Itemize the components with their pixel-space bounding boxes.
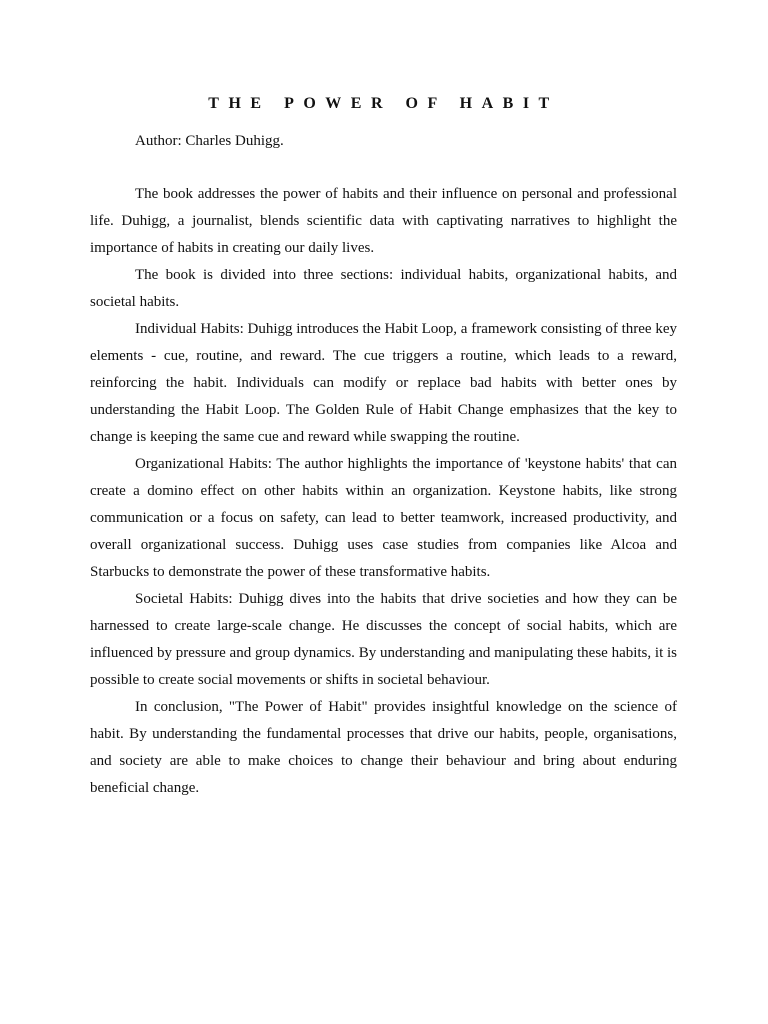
document-page (90, 0, 677, 1024)
document-title: THE POWER OF HABIT (208, 95, 559, 112)
paragraph-societal-habits: Societal Habits: Duhigg dives into the habits that drive societies and how they can be harnessed to create large-scale change. He discusses the concept of social habits, which are influenced by pressure and group dynamics. By understanding and manipulating these habits, it is possible to create social movements or shifts in societal behaviour. (90, 591, 677, 688)
document-body (90, 181, 677, 802)
paragraph-sections: The book is divided into three sections: individual habits, organizational habits, and societal habits. (90, 267, 677, 310)
paragraph-conclusion: In conclusion, "The Power of Habit" provides insightful knowledge on the science of habit. By understanding the fundamental processes that drive our habits, people, organisations, and society are able to make choices to change their behaviour and bring about enduring beneficial change. (90, 699, 677, 796)
paragraph-individual-habits: Individual Habits: Duhigg introduces the Habit Loop, a framework consisting of three key elements - cue, routine, and reward. The cue triggers a routine, which leads to a reward, reinforcing the habit. Individuals can modify or replace bad habits with better ones by understanding the Habit Loop. The Golden Rule of Habit Change emphasizes that the key to change is keeping the same cue and reward while swapping the routine. (90, 321, 677, 445)
paragraph-organizational-habits: Organizational Habits: The author highlights the importance of 'keystone habits' that can create a domino effect on other habits within an organization. Keystone habits, like strong communication or a focus on safety, can lead to better teamwork, increased productivity, and overall organizational success. Duhigg uses case studies from companies like Alcoa and Starbucks to demonstrate the power of these transformative habits. (90, 456, 677, 580)
author-line: Author: Charles Duhigg. (135, 133, 284, 149)
paragraph-intro: The book addresses the power of habits and their influence on personal and professional life. Duhigg, a journalist, blends scientific data with captivating narratives to highlight the importance of habits in creating our daily lives. (90, 186, 677, 256)
